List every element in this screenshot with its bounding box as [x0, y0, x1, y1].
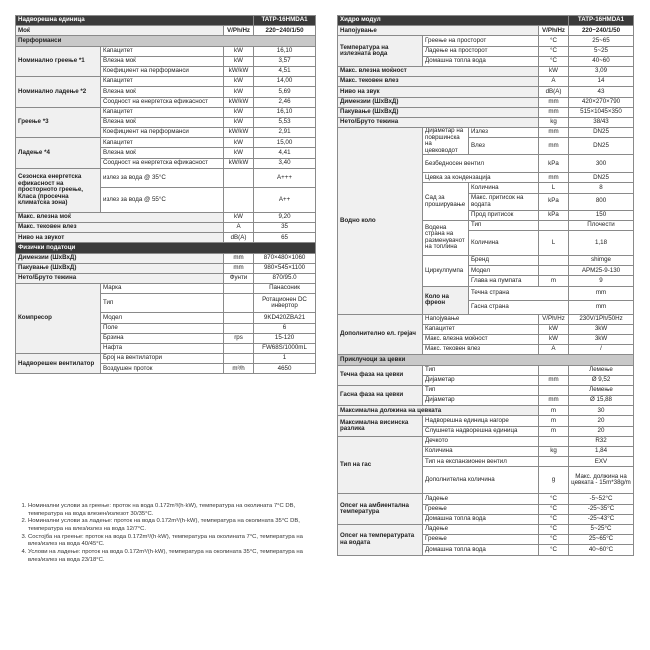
row-label: Водно коло: [338, 128, 423, 315]
row-label: Температура на излезната вода: [338, 36, 423, 67]
table-row: [16, 273, 316, 283]
table-row: [16, 212, 316, 222]
table-cell: Водена страна на разменувачот на топлина: [423, 220, 469, 255]
footnotes: [17, 503, 317, 564]
table-cell: Влезна моќ: [101, 148, 224, 158]
table-cell: Сад за проширување: [423, 183, 469, 220]
row-label: Напојување: [338, 26, 539, 36]
table-row: [338, 36, 634, 46]
table-row: [16, 233, 316, 243]
table-cell: kW: [224, 77, 254, 87]
table-cell: 5,53: [254, 117, 316, 127]
table-cell: A: [224, 223, 254, 233]
table-cell: °C: [539, 46, 569, 56]
table-cell: Влезна моќ: [101, 56, 224, 66]
table-cell: °C: [539, 514, 569, 524]
table-cell: m³/h: [224, 364, 254, 374]
table-cell: Гасна страна: [469, 300, 569, 314]
table-cell: Модел: [469, 266, 539, 276]
table-cell: Капацитет: [423, 324, 539, 334]
table-cell: [224, 168, 254, 187]
table-cell: Ø 15,88: [569, 396, 634, 406]
row-label: Гасна фаза на цевки: [338, 385, 423, 405]
table-cell: Количина: [423, 447, 539, 457]
table-cell: излез за вода @ 35°C: [101, 168, 224, 187]
table-cell: 800: [569, 193, 634, 210]
table-cell: g: [539, 467, 569, 494]
table-cell: 870/95.0: [254, 273, 316, 283]
table-cell: mm: [539, 138, 569, 155]
table-cell: 3,40: [254, 158, 316, 168]
row-label: Компресор: [16, 284, 101, 354]
table-cell: L: [539, 183, 569, 193]
table-title: Хидро модул: [338, 16, 569, 26]
table-cell: [224, 354, 254, 364]
table-cell: kg: [539, 447, 569, 457]
table-cell: Прод притисок: [469, 210, 539, 220]
table-cell: kW: [539, 66, 569, 76]
table-cell: Тип: [469, 220, 539, 230]
table-cell: L: [539, 231, 569, 256]
table-cell: Број на вентилатори: [101, 354, 224, 364]
table-row: [16, 26, 316, 36]
table-cell: 2,91: [254, 128, 316, 138]
table-cell: Тип: [101, 294, 224, 313]
table-cell: shimge: [569, 256, 634, 266]
row-label: Течна фаза на цевки: [338, 365, 423, 385]
table-row: [16, 168, 316, 187]
table-cell: 420×270×790: [569, 97, 634, 107]
table-cell: Циркулпумпа: [423, 256, 469, 287]
table-cell: kPa: [539, 210, 569, 220]
table-cell: [224, 313, 254, 323]
table-cell: 15-120: [254, 333, 316, 343]
table-cell: Безбедносен вентил: [423, 155, 539, 173]
table-cell: 38/43: [569, 117, 634, 127]
table-cell: kW: [224, 117, 254, 127]
row-label: Пакување (ШхВхД): [16, 263, 224, 273]
table-cell: Греење: [423, 535, 539, 545]
table-row: [338, 66, 634, 76]
table-cell: mm: [539, 107, 569, 117]
row-label: Ладење *4: [16, 138, 101, 169]
row-label: Тип на гас: [338, 436, 423, 494]
table-cell: 30: [569, 406, 634, 416]
table-cell: °C: [539, 36, 569, 46]
row-label: Макс. тековен влез: [338, 77, 539, 87]
table-cell: Течна страна: [469, 286, 569, 300]
table-cell: Макс. притисок на водата: [469, 193, 539, 210]
table-cell: Капацитет: [101, 107, 224, 117]
table-cell: [224, 187, 254, 212]
table-cell: 6: [254, 323, 316, 333]
row-label: Максимална висинска разлика: [338, 416, 423, 436]
row-label: Номинално ладење *2: [16, 77, 101, 108]
table-cell: DN25: [569, 128, 634, 138]
table-cell: Домашна топла вода: [423, 56, 539, 66]
table-cell: Капацитет: [101, 138, 224, 148]
table-cell: Количина: [469, 231, 539, 256]
table-cell: Лемење: [569, 385, 634, 395]
row-label: Коло на фреон: [423, 286, 469, 314]
table-cell: Слушнета надворешна единица: [423, 426, 539, 436]
table-cell: kW: [224, 46, 254, 56]
table-cell: 3kW: [569, 324, 634, 334]
row-label: Макс. влезна моќ: [16, 212, 224, 222]
table-cell: 5~25: [569, 46, 634, 56]
table-cell: Ладење: [423, 524, 539, 534]
row-label: Димензии (ШхВхД): [16, 253, 224, 263]
table-cell: 4,51: [254, 66, 316, 76]
table-cell: Количина: [469, 183, 539, 193]
footnote: 2. Номинални услови за ладење: проток на вода 0.172m³/(h·kW), температура на околината 35°C DB, температура на влез/излез на вода 12/7°C.: [28, 518, 317, 533]
table-cell: °C: [539, 494, 569, 504]
table-row: [338, 385, 634, 395]
table-cell: 870×480×1060: [254, 253, 316, 263]
table-row: [16, 138, 316, 148]
row-label: Ниво на звук: [338, 87, 539, 97]
table-cell: 20: [569, 416, 634, 426]
table-cell: mm: [539, 173, 569, 183]
table-cell: Влез: [469, 138, 539, 155]
table-row: [16, 46, 316, 56]
table-row: [338, 494, 634, 504]
table-cell: 220~240/1/50: [569, 26, 634, 36]
table-cell: kW: [224, 87, 254, 97]
table-cell: -25~43°C: [569, 514, 634, 524]
table-cell: -5~52°C: [569, 494, 634, 504]
table-cell: 8: [569, 183, 634, 193]
table-cell: Напојување: [423, 314, 539, 324]
table-cell: R32: [569, 436, 634, 446]
table-cell: mm: [539, 97, 569, 107]
table-cell: 2,46: [254, 97, 316, 107]
outdoor-unit-spec-table: [15, 15, 316, 374]
table-cell: kW/kW: [224, 128, 254, 138]
table-cell: Тип: [423, 385, 539, 395]
table-cell: 515×1045×350: [569, 107, 634, 117]
table-cell: [539, 220, 569, 230]
row-label: Дополнително ел. грејач: [338, 314, 423, 355]
table-cell: Излез: [469, 128, 539, 138]
table-cell: Дијаметар на површинска на цевководот: [423, 128, 469, 155]
table-cell: Макс. должина на цевката - 15m*38g/m: [569, 467, 634, 494]
table-cell: dB(A): [224, 233, 254, 243]
table-cell: kW: [224, 56, 254, 66]
table-row: [338, 355, 634, 365]
section-title: Перформанси: [16, 36, 316, 46]
table-cell: kg: [539, 117, 569, 127]
table-cell: 16,10: [254, 46, 316, 56]
row-label: Ниво на звукот: [16, 233, 224, 243]
table-cell: 40~60: [569, 56, 634, 66]
table-row: [16, 107, 316, 117]
table-cell: Марка: [101, 284, 224, 294]
table-cell: Дијаметар: [423, 375, 539, 385]
table-cell: kW: [224, 138, 254, 148]
table-cell: Капацитет: [101, 77, 224, 87]
table-cell: DN25: [569, 138, 634, 155]
table-cell: Ротационен DC инвертор: [254, 294, 316, 313]
table-cell: [224, 323, 254, 333]
row-label: Опсег на температурата на водата: [338, 524, 423, 555]
table-cell: 4650: [254, 364, 316, 374]
row-label: Макс. тековен влез: [16, 223, 224, 233]
table-cell: mm: [539, 396, 569, 406]
table-row: [338, 97, 634, 107]
model-name: TATP-16HMDA1: [569, 16, 634, 26]
table-cell: m: [539, 406, 569, 416]
table-cell: излез за вода @ 55°C: [101, 187, 224, 212]
table-cell: 35: [254, 223, 316, 233]
table-row: [16, 36, 316, 46]
table-cell: V/Ph/Hz: [539, 26, 569, 36]
table-cell: Фунти: [224, 273, 254, 283]
table-cell: Греење на просторот: [423, 36, 539, 46]
table-cell: mm: [224, 263, 254, 273]
table-header-row: [338, 16, 634, 26]
table-cell: Коефициент на перформанси: [101, 128, 224, 138]
table-cell: 25~65: [569, 36, 634, 46]
table-cell: [539, 266, 569, 276]
table-cell: Надворешна единица нагоре: [423, 416, 539, 426]
table-row: [338, 26, 634, 36]
table-cell: mm: [569, 300, 634, 314]
table-cell: [539, 436, 569, 446]
table-row: [16, 223, 316, 233]
table-cell: 14,00: [254, 77, 316, 87]
table-cell: 40~60°C: [569, 545, 634, 555]
table-cell: 1: [254, 354, 316, 364]
section-title: Приклучоци за цевки: [338, 355, 634, 365]
section-title: Физички податоци: [16, 243, 316, 253]
table-cell: APM25-9-130: [569, 266, 634, 276]
row-label: Макс. влезна моќност: [338, 66, 539, 76]
table-cell: 980×545×1100: [254, 263, 316, 273]
table-cell: 14: [569, 77, 634, 87]
table-cell: [224, 343, 254, 353]
table-cell: Коефициент на перформанси: [101, 66, 224, 76]
table-cell: Дополнителна количина: [423, 467, 539, 494]
table-row: [338, 524, 634, 534]
table-cell: mm: [539, 375, 569, 385]
table-cell: Соодност на енергетска ефикасност: [101, 158, 224, 168]
table-cell: 25~65°C: [569, 535, 634, 545]
table-cell: 230V/1Ph/50Hz: [569, 314, 634, 324]
table-cell: °C: [539, 56, 569, 66]
table-cell: EXV: [569, 457, 634, 467]
table-cell: kW/kW: [224, 97, 254, 107]
table-cell: 9KD420ZBA21: [254, 313, 316, 323]
table-row: [338, 117, 634, 127]
table-cell: DN25: [569, 173, 634, 183]
table-row: [338, 416, 634, 426]
table-cell: Панасоник: [254, 284, 316, 294]
table-cell: °C: [539, 545, 569, 555]
row-label: Максимална должина на цевката: [338, 406, 539, 416]
table-row: [338, 87, 634, 97]
table-cell: [539, 457, 569, 467]
table-cell: dB(A): [539, 87, 569, 97]
table-cell: -25~35°C: [569, 504, 634, 514]
table-cell: °C: [539, 535, 569, 545]
table-row: [16, 243, 316, 253]
table-cell: 300: [569, 155, 634, 173]
table-cell: mm: [539, 128, 569, 138]
row-label: Номинално греење *1: [16, 46, 101, 77]
table-title: Надворешна единица: [16, 16, 254, 26]
table-cell: kW: [224, 148, 254, 158]
table-cell: Плочести: [569, 220, 634, 230]
table-cell: Влезна моќ: [101, 87, 224, 97]
table-row: [16, 284, 316, 294]
table-cell: V/Ph/Hz: [539, 314, 569, 324]
table-cell: Греење: [423, 504, 539, 514]
row-label: Пакување (ШхВхД): [338, 107, 539, 117]
footnote: 3. Состојба на греење: проток на вода 0.172m³/(h·kW), температура на околината 7°C, температура на влез/излез на вода 40/45°C.: [28, 534, 317, 549]
table-cell: Макс. тековен влез: [423, 345, 539, 355]
table-cell: [539, 365, 569, 375]
table-cell: 3,57: [254, 56, 316, 66]
footnote: 1. Номинални услови за греење: проток на вода 0.172m³/(h·kW), температура на околината 7°C DB, температура на вода влезен/излезот 30/35°C.: [28, 503, 317, 518]
table-cell: Нафта: [101, 343, 224, 353]
table-cell: 43: [569, 87, 634, 97]
table-cell: A+++: [254, 168, 316, 187]
table-cell: 5,69: [254, 87, 316, 97]
table-cell: [539, 256, 569, 266]
table-cell: 20: [569, 426, 634, 436]
table-cell: kW: [224, 212, 254, 222]
table-cell: Цевка за кондензација: [423, 173, 539, 183]
table-row: [338, 128, 634, 138]
table-cell: 150: [569, 210, 634, 220]
table-cell: kW/kW: [224, 66, 254, 76]
table-cell: 3,09: [569, 66, 634, 76]
table-cell: 9: [569, 276, 634, 286]
table-row: [338, 406, 634, 416]
table-cell: [539, 385, 569, 395]
row-label: Надворешен вентилатор: [16, 354, 101, 374]
table-cell: Ладење на просторот: [423, 46, 539, 56]
table-cell: Влезна моќ: [101, 117, 224, 127]
row-label: Сезонска енергетска ефикасност на просторното греење, Класа (просечна климатска зона): [16, 168, 101, 212]
table-cell: 65: [254, 233, 316, 243]
table-cell: V/Ph/Hz: [224, 26, 254, 36]
row-label: Греење *3: [16, 107, 101, 138]
table-cell: Воздушен проток: [101, 364, 224, 374]
table-cell: Домашна топла вода: [423, 514, 539, 524]
table-cell: Тип: [423, 365, 539, 375]
table-cell: Лемење: [569, 365, 634, 375]
table-cell: A: [539, 345, 569, 355]
table-cell: °C: [539, 524, 569, 534]
table-cell: kPa: [539, 155, 569, 173]
hydro-module-spec-table: [337, 15, 634, 556]
table-cell: 4,41: [254, 148, 316, 158]
table-cell: °C: [539, 504, 569, 514]
table-cell: FW68S/1000mL: [254, 343, 316, 353]
table-cell: rps: [224, 333, 254, 343]
row-label: Нето/Бруто тежина: [338, 117, 539, 127]
model-name: TATP-16HMDA1: [254, 16, 316, 26]
table-cell: kW: [539, 324, 569, 334]
table-row: [338, 314, 634, 324]
table-row: [16, 263, 316, 273]
footnote: 4. Услови на ладење: проток на вода 0.172m³/(h·kW), температура на околината 35°C, температура на влез/излез на вода 23/18°C.: [28, 549, 317, 564]
table-cell: kW: [539, 334, 569, 344]
table-cell: 1,84: [569, 447, 634, 457]
row-label: Моќ: [16, 26, 224, 36]
table-cell: Тип на експанзионен вентил: [423, 457, 539, 467]
table-cell: Домашна топла вода: [423, 545, 539, 555]
table-cell: Поле: [101, 323, 224, 333]
table-row: [338, 107, 634, 117]
table-cell: Бренд: [469, 256, 539, 266]
table-cell: Макс. влезна моќност: [423, 334, 539, 344]
table-cell: kPa: [539, 193, 569, 210]
table-row: [16, 77, 316, 87]
table-cell: Ладење: [423, 494, 539, 504]
table-cell: mm: [224, 253, 254, 263]
table-cell: kW: [224, 107, 254, 117]
table-row: [16, 354, 316, 364]
table-cell: m: [539, 276, 569, 286]
table-cell: Соодност на енергетска ефикасност: [101, 97, 224, 107]
table-cell: 3kW: [569, 334, 634, 344]
table-cell: /: [569, 345, 634, 355]
table-cell: A: [539, 77, 569, 87]
table-header-row: [16, 16, 316, 26]
table-cell: Брзина: [101, 333, 224, 343]
table-cell: m: [539, 416, 569, 426]
table-cell: kW/kW: [224, 158, 254, 168]
row-label: Нето/Бруто тежина: [16, 273, 224, 283]
table-cell: A++: [254, 187, 316, 212]
table-cell: [224, 294, 254, 313]
row-label: Опсег на амбиентална температура: [338, 494, 423, 525]
table-cell: 15,00: [254, 138, 316, 148]
table-cell: 1,18: [569, 231, 634, 256]
table-cell: 9,20: [254, 212, 316, 222]
table-row: [338, 77, 634, 87]
table-row: [338, 436, 634, 446]
table-cell: Капацитет: [101, 46, 224, 56]
table-cell: Глава на пумпата: [469, 276, 539, 286]
table-row: [16, 253, 316, 263]
table-cell: 220~240/1/50: [254, 26, 316, 36]
table-cell: Дијаметар: [423, 396, 539, 406]
table-cell: Модел: [101, 313, 224, 323]
table-cell: 16,10: [254, 107, 316, 117]
table-cell: 5~25°C: [569, 524, 634, 534]
table-cell: [224, 284, 254, 294]
table-cell: mm: [569, 286, 634, 300]
table-cell: Дечкото: [423, 436, 539, 446]
row-label: Димензии (ШхВхД): [338, 97, 539, 107]
table-cell: m: [539, 426, 569, 436]
table-row: [338, 365, 634, 375]
table-cell: Ø 9,52: [569, 375, 634, 385]
